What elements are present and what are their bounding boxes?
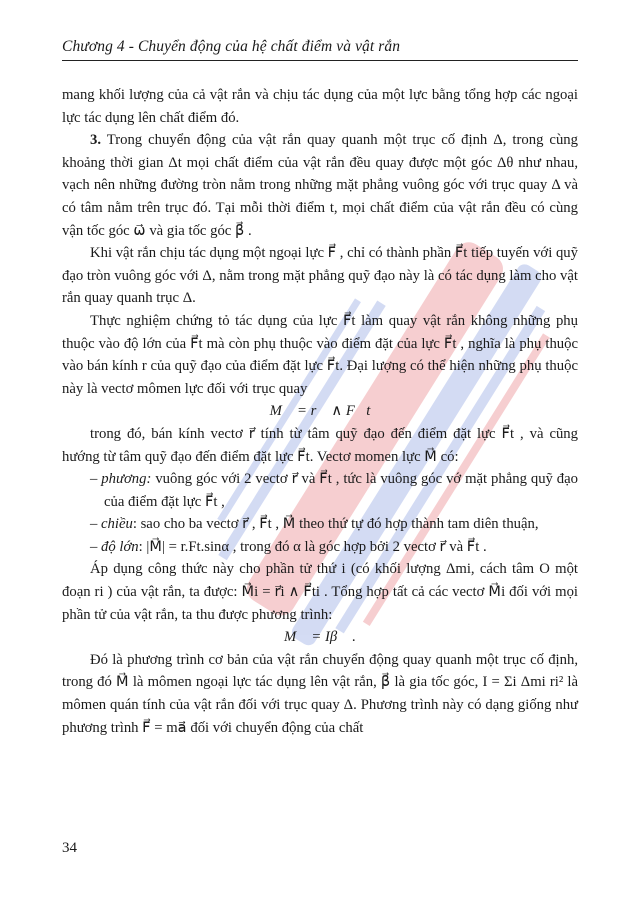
chapter-header: Chương 4 - Chuyển động của hệ chất điểm và vật rắn xyxy=(62,38,401,55)
paragraph-5: trong đó, bán kính vectơ r⃗ tính từ tâm quỹ đạo đến điểm đặt lực F⃗t , và cũng hướng từ tâm quỹ đạo đến điểm đặt lực F⃗t. Vectơ momen lực M⃗ có: xyxy=(62,425,578,465)
paragraph-1: mang khối lượng của cả vật rắn và chịu tác dụng của một lực bằng tổng hợp các ngoại lực tác dụng lên chất điểm đó. xyxy=(62,87,578,126)
page-body xyxy=(62,84,578,739)
paragraph-2 xyxy=(62,129,578,242)
bullet-direction-label: phương: xyxy=(101,471,152,488)
paragraph-6: Áp dụng công thức này cho phần tử thứ i (có khối lượng Δmi, cách tâm O một đoạn ri ) của vật rắn, ta được: M⃗i = r⃗i ∧ F⃗ti . Tổng hợp tất cả các vectơ M⃗i đối với mọi phần tử của vật rắn, ta thu được phương trình: xyxy=(62,561,578,623)
paragraph-7: Đó là phương trình cơ bản của vật rắn chuyển động quay quanh một trục cố định, trong đó M⃗ là mômen ngoại lực tác dụng lên vật rắn, β⃗ là gia tốc góc, I = Σi Δmi ri² là mômen quán tính của vật rắn đối với trục quay Δ. Phương trình này có dạng giống như phương trình F⃗ = ma⃗ đối với chuyển động của chất xyxy=(62,651,578,736)
bullet-sense-label: chiều xyxy=(101,516,133,533)
bullet-direction: – phương: vuông góc với 2 vectơ r⃗ và F⃗t , tức là vuông góc vớ mặt phẳng quỹ đạo của điểm đặt lực F⃗t , xyxy=(90,471,579,510)
rotation-equation: M⃗ = Iβ⃗ . xyxy=(284,629,356,646)
bullet-sense-text: : sao cho ba vectơ r⃗ , F⃗t , M⃗ theo thứ tự đó hợp thành tam diên thuận, xyxy=(132,516,539,533)
bullet-magnitude: – độ lớn: |M⃗| = r.Ft.sinα , trong đó α là góc hợp bởi 2 vectơ r⃗ và F⃗t . xyxy=(90,538,487,555)
section-number: 3. xyxy=(90,132,102,149)
paragraph-3: Khi vật rắn chịu tác dụng một ngoại lực F⃗ , chỉ có thành phần F⃗t tiếp tuyến với quỹ đạo tròn vuông góc với Δ, nằm trong mặt phẳng quỹ đạo này là có tác dụng làm cho vật rắn quay quanh trục Δ. xyxy=(62,245,578,307)
paragraph-2-text: Trong chuyển động của vật rắn quay quanh một trục cố định Δ, trong cùng khoảng thời gian Δt mọi chất điểm của vật rắn đều quay được một góc Δθ như nhau, vạch nên những đường tròn nằm trong những mặt phẳng vuông góc với trục quay Δ và có tâm nằm trên trục đó. Tại mỗi thời điểm t, mọi chất điểm của vật rắn đều có cùng vận tốc góc ω⃗ và gia tốc góc β⃗ . xyxy=(62,132,578,239)
bullet-sense: – chiều: sao cho ba vectơ r⃗ , F⃗t , M⃗ theo thứ tự đó hợp thành tam diên thuận, xyxy=(90,516,539,533)
bullet-magnitude-text: : |M⃗| = r.Ft.sinα , trong đó α là góc hợp bởi 2 vectơ r⃗ và F⃗t . xyxy=(138,538,487,555)
torque-formula: M⃗ = r⃗ ∧ F⃗t xyxy=(269,403,371,420)
bullet-magnitude-label: độ lớn xyxy=(101,538,139,555)
page-number: 34 xyxy=(62,840,77,856)
bullet-direction-text: vuông góc với 2 vectơ r⃗ và F⃗t , tức là vuông góc vớ mặt phẳng quỹ đạo của điểm đặt lực F⃗t , xyxy=(104,471,579,510)
header-divider xyxy=(62,60,578,61)
paragraph-4: Thực nghiệm chứng tỏ tác dụng của lực F⃗t làm quay vật rắn không những phụ thuộc vào độ lớn của F⃗t mà còn phụ thuộc vào điểm đặt của lực F⃗t , nghĩa là phụ thuộc vào bán kính r của quỹ đạo của điểm đặt lực F⃗t. Đại lượng có thể hiện những phụ thuộc này là vectơ mômen lực đối với trục quay xyxy=(62,312,578,397)
